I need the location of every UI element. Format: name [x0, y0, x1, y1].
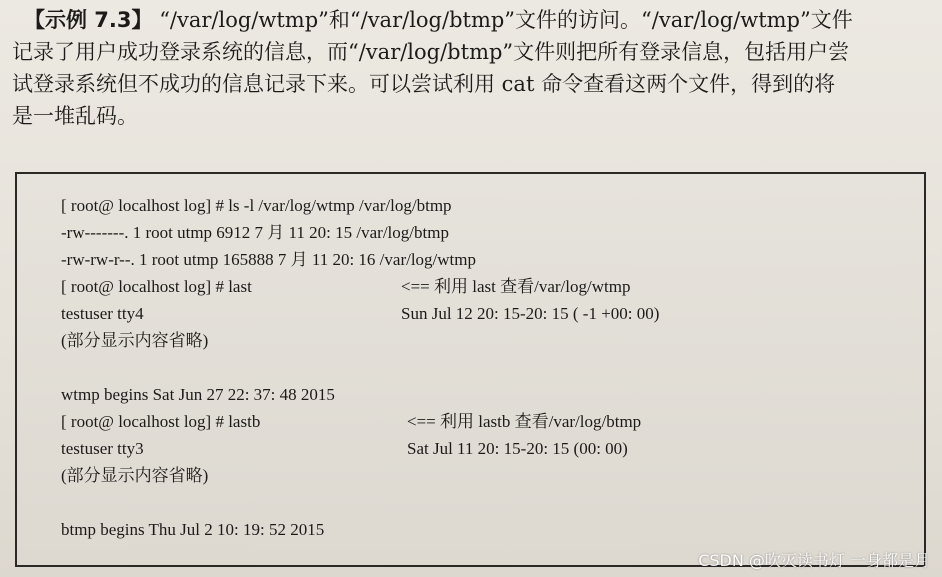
last-comment: <== 利用 last 查看/var/log/wtmp [401, 277, 631, 296]
wtmp-listing: -rw-rw-r--. 1 root utmp 165888 7 月 11 20: 16 /var/log/wtmp [61, 250, 476, 269]
intro-line-4: 是一堆乱码。 [12, 104, 138, 128]
last-command: [ root@ localhost log] # last [61, 277, 252, 296]
lastb-comment: <== 利用 lastb 查看/var/log/btmp [407, 412, 642, 431]
example-label: 【示例 7.3】 [24, 8, 153, 32]
code-line-blank-2 [61, 489, 911, 516]
code-line-9 [61, 408, 911, 435]
code-line-blank-1 [61, 354, 911, 381]
code-line-13 [61, 516, 911, 543]
omitted-note-1: (部分显示内容省略) [61, 331, 209, 350]
intro-line-2: 记录了用户成功登录系统的信息，而“/var/log/btmp”文件则把所有登录信息，包括用户尝 [12, 40, 850, 64]
last-session-time: Sun Jul 12 20: 15-20: 15 ( -1 +00: 00) [401, 304, 660, 323]
terminal-output-box [15, 172, 926, 567]
code-line-8 [61, 381, 911, 408]
last-user-tty: testuser tty4 [61, 304, 144, 323]
ls-command: [ root@ localhost log] # ls -l /var/log/wtmp /var/log/btmp [61, 196, 452, 215]
code-line-3 [61, 246, 911, 273]
intro-paragraph [12, 4, 932, 132]
code-line-6 [61, 327, 911, 354]
btmp-begins: btmp begins Thu Jul 2 10: 19: 52 2015 [61, 520, 325, 539]
wtmp-begins: wtmp begins Sat Jun 27 22: 37: 48 2015 [61, 385, 335, 404]
intro-line-3: 试登录系统但不成功的信息记录下来。可以尝试利用 cat 命令查看这两个文件，得到的将 [12, 72, 836, 96]
code-line-10 [61, 435, 911, 462]
code-line-11 [61, 462, 911, 489]
intro-line-1-text: “/var/log/wtmp”和“/var/log/btmp”文件的访问。“/var/log/wtmp”文件 [152, 8, 853, 32]
omitted-note-2: (部分显示内容省略) [61, 466, 209, 485]
terminal-lines [61, 192, 911, 543]
lastb-user-tty: testuser tty3 [61, 439, 144, 458]
lastb-command: [ root@ localhost log] # lastb [61, 412, 261, 431]
btmp-listing: -rw-------. 1 root utmp 6912 7 月 11 20: 15 /var/log/btmp [61, 223, 449, 242]
csdn-watermark: CSDN @吹灭读书灯 一身都是月 [698, 551, 930, 570]
code-line-2 [61, 219, 911, 246]
intro-line-1 [12, 4, 932, 36]
lastb-session-time: Sat Jul 11 20: 15-20: 15 (00: 00) [407, 439, 628, 458]
code-line-4 [61, 273, 911, 300]
code-line-5 [61, 300, 911, 327]
code-line-1 [61, 192, 911, 219]
